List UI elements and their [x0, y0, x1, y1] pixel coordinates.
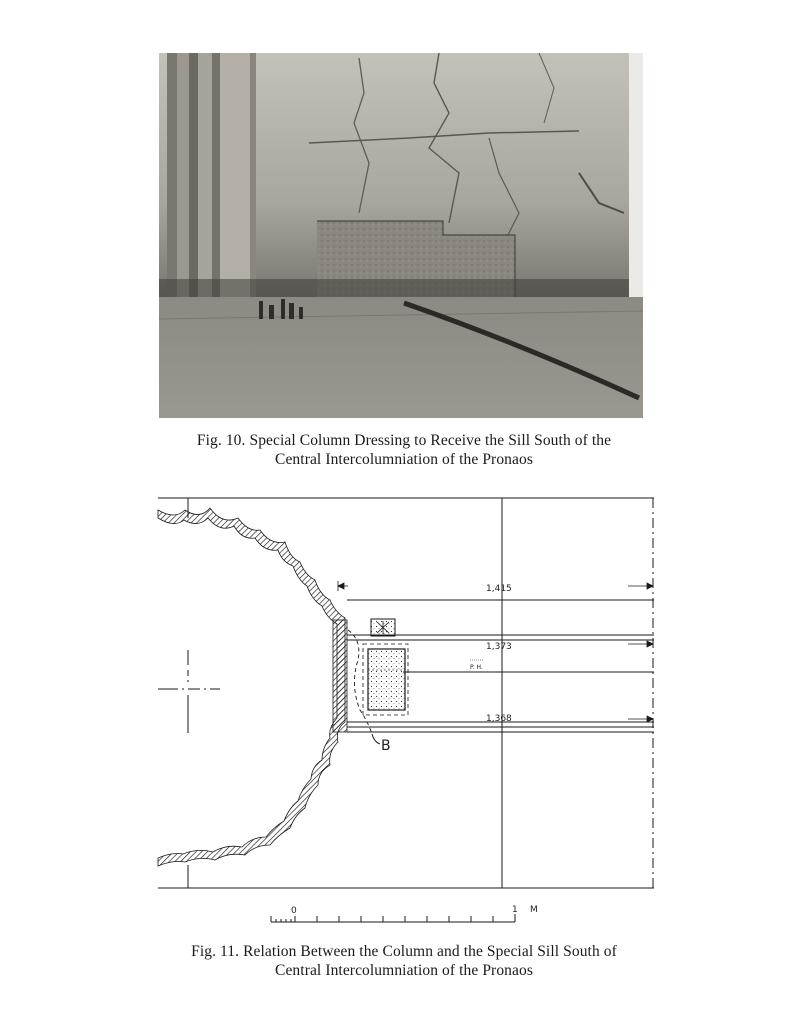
label-b: B: [381, 738, 391, 754]
fig10-photo: [159, 53, 643, 418]
label-ph: P. H.: [470, 664, 483, 671]
dim-1415: 1,415: [486, 584, 512, 594]
scale-unit: M: [530, 905, 538, 915]
column-section: [158, 508, 345, 866]
fig11-caption: [120, 942, 688, 980]
sill-block: [368, 649, 405, 710]
fig10-caption-line2: Central Intercolumniation of the Pronaos: [275, 451, 533, 468]
column-dressing: [333, 620, 347, 732]
scale-bar: [271, 914, 515, 922]
scale-start: 0: [291, 906, 297, 916]
scale-end: 1: [512, 905, 518, 915]
fig11-caption-line1: Fig. 11. Relation Between the Column and the Special Sill South of: [191, 943, 617, 960]
crosshair-icon: [158, 650, 220, 733]
column-photo-image: [159, 53, 643, 418]
fig11-caption-line2: Central Intercolumniation of the Pronaos: [275, 962, 533, 979]
dim-1368: 1,368: [486, 714, 512, 724]
fig11-drawing: [150, 490, 665, 930]
fig10-caption: [120, 431, 688, 469]
dim-1373: 1,373: [486, 642, 512, 652]
fig10-caption-line1: Fig. 10. Special Column Dressing to Receive the Sill South of the: [196, 432, 612, 449]
frame-lines: [158, 498, 654, 888]
sill-plan-drawing: [150, 490, 665, 930]
